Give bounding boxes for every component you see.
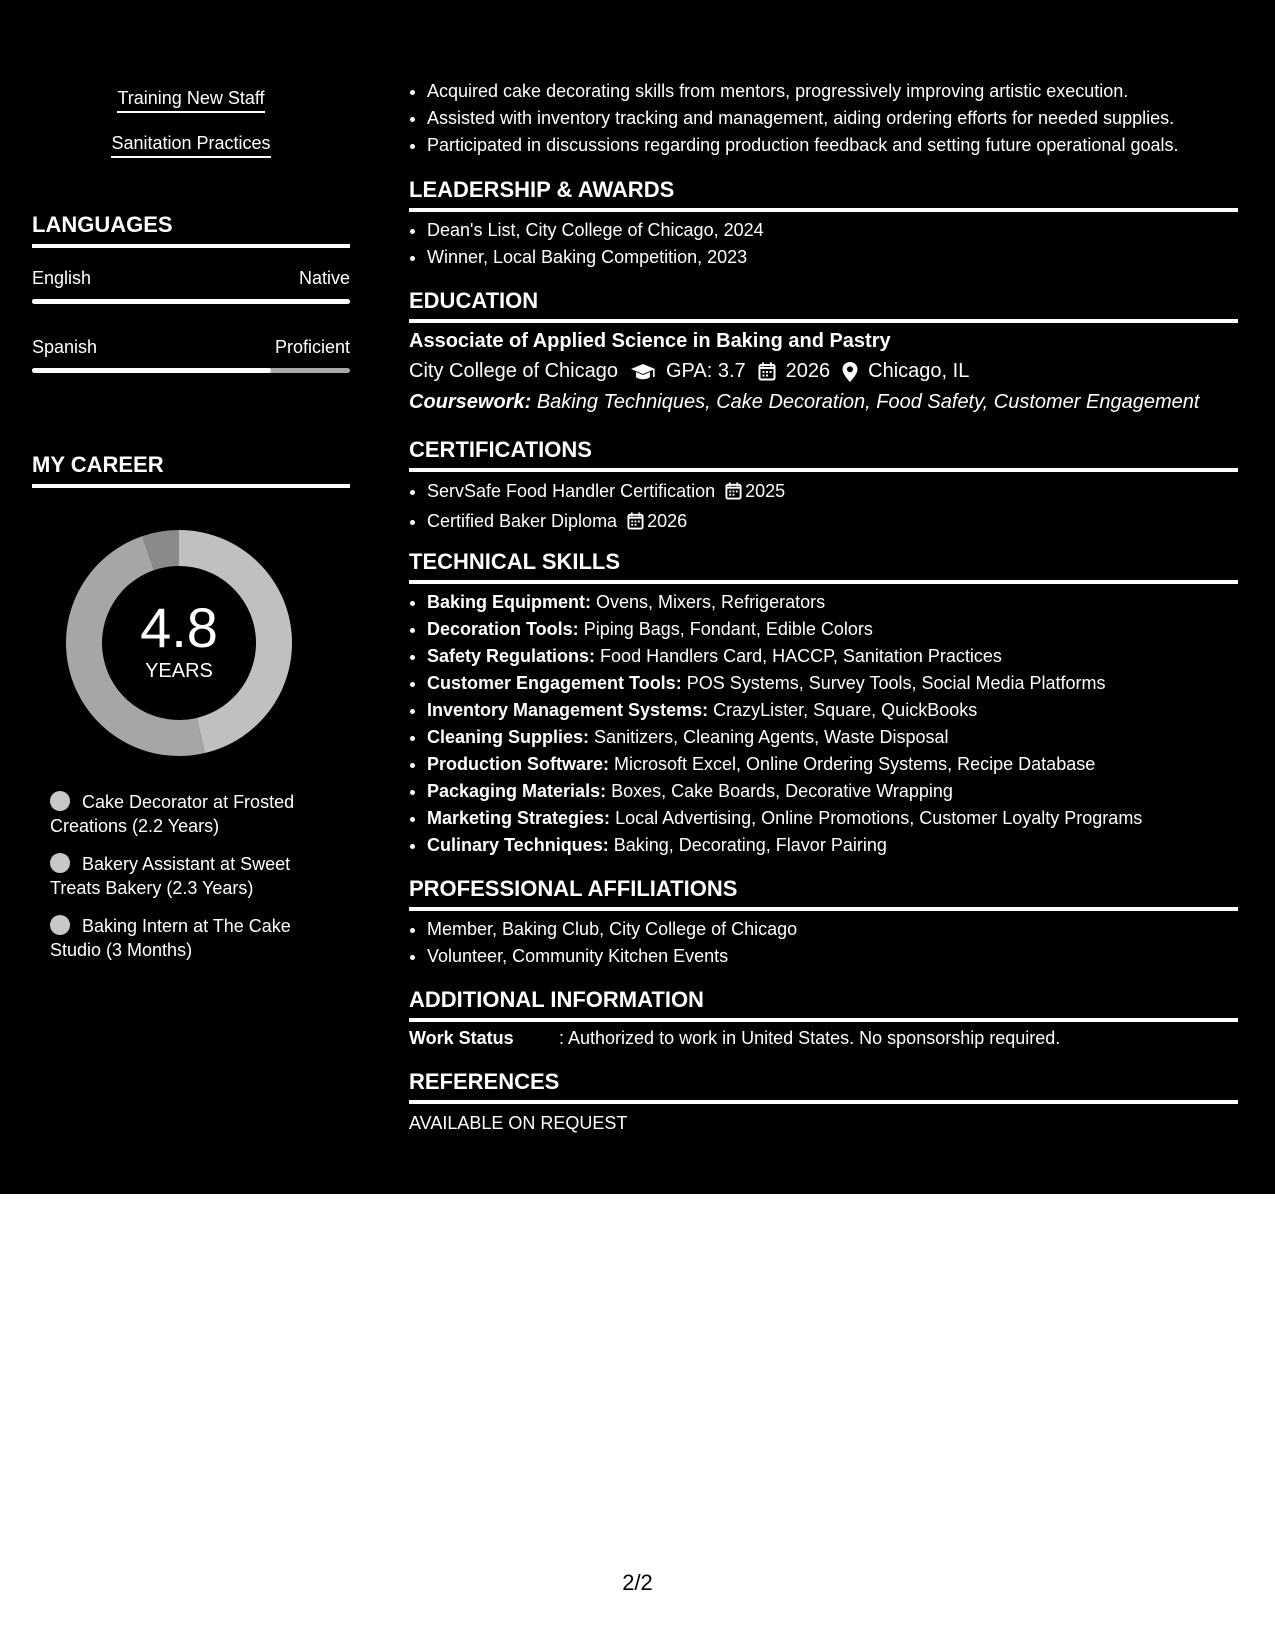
list-item: • Dean's List, City College of Chicago, 2024 xyxy=(427,217,764,244)
language-name: English xyxy=(32,268,92,288)
work-status-label: Work Status xyxy=(409,1028,514,1048)
skill-value: Boxes, Cake Boards, Decorative Wrapping xyxy=(611,781,953,801)
language-bar-fill xyxy=(32,299,350,304)
affiliations-heading: PROFESSIONAL AFFILIATIONS xyxy=(409,876,1238,911)
education-location: Chicago, IL xyxy=(868,360,970,382)
skill-label: Customer Engagement Tools: xyxy=(427,673,682,693)
skill-item xyxy=(427,616,1142,643)
skill-item xyxy=(427,670,1142,697)
career-donut-chart xyxy=(66,530,292,756)
career-item-text: Baking Intern at The Cake Studio (3 Months) xyxy=(50,916,291,960)
skill-label: Culinary Techniques: xyxy=(427,835,609,855)
skill-label: Safety Regulations: xyxy=(427,646,596,666)
language-bar-english xyxy=(32,299,350,304)
list-item: • Acquired cake decorating skills from mentors, progressively improving artistic execution. xyxy=(427,78,1178,105)
skill-item xyxy=(427,751,1142,778)
certification-name: Certified Baker Diploma xyxy=(427,511,618,531)
technical-skills-list xyxy=(409,589,1142,859)
skill-value: Piping Bags, Fondant, Edible Colors xyxy=(583,619,873,639)
language-level: Proficient xyxy=(274,337,350,357)
skill-item xyxy=(427,832,1142,859)
career-total-years: 4.8 xyxy=(140,595,218,659)
language-row-spanish xyxy=(32,337,350,358)
career-donut-center xyxy=(66,530,292,756)
certifications-list xyxy=(409,478,785,538)
coursework-label: Coursework: xyxy=(409,391,532,413)
main-column xyxy=(382,0,1275,1194)
skill-value: Microsoft Excel, Online Ordering Systems, Recipe Database xyxy=(614,754,1096,774)
skill-value: CrazyLister, Square, QuickBooks xyxy=(713,700,978,720)
location-pin-icon xyxy=(842,362,858,382)
additional-info-heading: ADDITIONAL INFORMATION xyxy=(409,987,1238,1022)
language-level: Native xyxy=(298,268,350,288)
education-school: City College of Chicago xyxy=(409,360,618,382)
references-text: AVAILABLE ON REQUEST xyxy=(409,1113,628,1133)
bullet-dot-icon xyxy=(50,915,70,935)
skill-label: Marketing Strategies: xyxy=(427,808,611,828)
list-item: • Volunteer, Community Kitchen Events xyxy=(427,943,797,970)
list-item: • Participated in discussions regarding production feedback and setting future operational goals. xyxy=(427,132,1178,159)
skill-value: Baking, Decorating, Flavor Pairing xyxy=(613,835,887,855)
language-bar-fill xyxy=(32,368,271,373)
sidebar-skill xyxy=(0,133,382,158)
skill-sanitation-practices: Sanitation Practices xyxy=(111,133,270,158)
skill-training-new-staff: Training New Staff xyxy=(117,88,264,113)
affiliations-list xyxy=(409,916,797,970)
education-coursework xyxy=(409,391,1199,414)
certifications-heading: CERTIFICATIONS xyxy=(409,437,1238,472)
list-item: • Winner, Local Baking Competition, 2023 xyxy=(427,244,764,271)
career-item xyxy=(50,790,320,838)
certification-year: 2026 xyxy=(647,511,688,531)
leadership-heading: LEADERSHIP & AWARDS xyxy=(409,177,1238,212)
career-item xyxy=(50,914,320,962)
skill-value: POS Systems, Survey Tools, Social Media Platforms xyxy=(686,673,1106,693)
career-item-text: Cake Decorator at Frosted Creations (2.2 Years) xyxy=(50,792,295,836)
references-heading: REFERENCES xyxy=(409,1069,1238,1104)
skill-value: Local Advertising, Online Promotions, Customer Loyalty Programs xyxy=(615,808,1143,828)
technical-skills-heading: TECHNICAL SKILLS xyxy=(409,549,1238,584)
career-item xyxy=(50,852,320,900)
calendar-icon xyxy=(758,362,776,381)
sidebar xyxy=(0,0,382,1194)
language-bar-spanish xyxy=(32,368,350,373)
education-degree: Associate of Applied Science in Baking and Pastry xyxy=(409,330,891,352)
work-status-value: : Authorized to work in United States. No sponsorship required. xyxy=(559,1028,1061,1048)
languages-heading: LANGUAGES xyxy=(32,212,350,248)
skill-label: Packaging Materials: xyxy=(427,781,607,801)
career-item-text: Bakery Assistant at Sweet Treats Bakery (2.3 Years) xyxy=(50,854,291,898)
leadership-list xyxy=(409,217,764,271)
skill-value: Food Handlers Card, HACCP, Sanitation Practices xyxy=(600,646,1002,666)
skill-item xyxy=(427,778,1142,805)
education-year: 2026 xyxy=(785,360,831,382)
skill-item xyxy=(427,724,1142,751)
page-number: 2/2 xyxy=(622,1570,653,1595)
education-meta xyxy=(409,360,969,383)
graduation-cap-icon xyxy=(630,363,656,381)
education-gpa: GPA: 3.7 xyxy=(666,360,746,382)
calendar-icon xyxy=(627,511,644,538)
work-status-row xyxy=(409,1028,1060,1049)
experience-bullets xyxy=(409,78,1178,159)
list-item: • Member, Baking Club, City College of Chicago xyxy=(427,916,797,943)
career-heading: MY CAREER xyxy=(32,452,350,488)
skill-item xyxy=(427,805,1142,832)
certification-item xyxy=(427,478,785,508)
skill-label: Inventory Management Systems: xyxy=(427,700,709,720)
skill-label: Baking Equipment: xyxy=(427,592,592,612)
bullet-dot-icon xyxy=(50,853,70,873)
skill-item xyxy=(427,589,1142,616)
education-heading: EDUCATION xyxy=(409,288,1238,323)
career-list xyxy=(50,790,320,976)
skill-item xyxy=(427,643,1142,670)
certification-item xyxy=(427,508,785,538)
career-total-unit: YEARS xyxy=(145,659,213,682)
skill-label: Cleaning Supplies: xyxy=(427,727,590,747)
skill-label: Production Software: xyxy=(427,754,610,774)
certification-name: ServSafe Food Handler Certification xyxy=(427,481,716,501)
skill-item xyxy=(427,697,1142,724)
language-row-english xyxy=(32,268,350,289)
language-name: Spanish xyxy=(32,337,98,357)
coursework-value: Baking Techniques, Cake Decoration, Food Safety, Customer Engagement xyxy=(536,391,1200,413)
bullet-dot-icon xyxy=(50,791,70,811)
certification-year: 2025 xyxy=(745,481,786,501)
calendar-icon xyxy=(725,481,742,508)
sidebar-skill xyxy=(0,88,382,113)
list-item: • Assisted with inventory tracking and management, aiding ordering efforts for needed supplies. xyxy=(427,105,1178,132)
skill-label: Decoration Tools: xyxy=(427,619,579,639)
skill-value: Sanitizers, Cleaning Agents, Waste Disposal xyxy=(594,727,949,747)
skill-value: Ovens, Mixers, Refrigerators xyxy=(596,592,826,612)
